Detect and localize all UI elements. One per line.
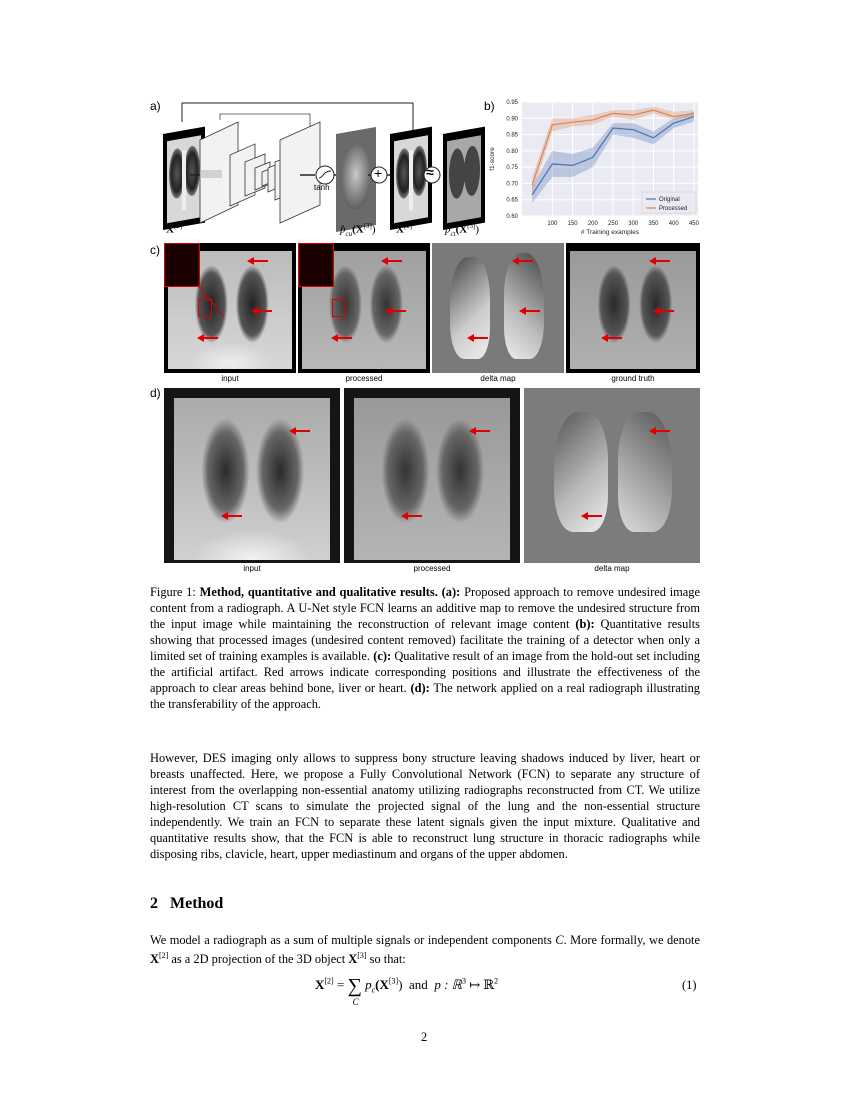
panel-d-label-processed: processed [413, 564, 451, 573]
section-heading: 2 Method [150, 895, 224, 912]
panel-c-label: c) [150, 243, 160, 257]
f1-score-chart [480, 96, 705, 240]
page-number: 2 [421, 1030, 428, 1044]
y-tick-label: 0.60 [506, 214, 518, 220]
panel-c-label-delta: delta map [480, 374, 516, 383]
approx-symbol: ≈ [426, 164, 434, 180]
y-tick-label: 0.80 [506, 148, 518, 155]
panel-c-input-image [164, 243, 296, 373]
x-tick-label: 100 [547, 221, 558, 227]
y-tick-label: 0.65 [506, 197, 518, 204]
panel-d-label: d) [150, 386, 161, 400]
panel-d-processed-image [344, 388, 520, 563]
panel-b-label: b) [484, 99, 495, 113]
legend-entry-original: Original [659, 197, 680, 203]
panel-c-processed-image [298, 243, 430, 373]
pct-label: $p_{ct}(X[3])$ [445, 222, 480, 238]
zoom-inset [164, 243, 200, 287]
legend-entry-processed: Processed [659, 206, 688, 212]
x-tick-label: 250 [608, 221, 619, 227]
y-tick-label: 0.85 [506, 132, 518, 139]
tanh-node [316, 166, 334, 184]
panel-d-label-input: input [243, 564, 261, 573]
panel-c-delta-map-image [432, 243, 564, 373]
y-tick-label: 0.90 [506, 116, 518, 123]
x-tick-label: 400 [668, 221, 679, 227]
plus-symbol: + [374, 165, 383, 181]
output-map-image [336, 127, 376, 232]
panel-c-label-ground-truth: ground truth [611, 374, 655, 383]
panel-d-input-image [164, 388, 340, 563]
figure-caption: Figure 1: Method, quantitative and qualitative results. (a): Proposed approach to remove undesired image content from a radiograph. A U-Net style FCN learns an additive map to remove the undesired structure from the input image while maintaining the reconstruction of relevant image content (b): Quantitative results showing that processed images (undesired content removed) facilitate the training of a detector when only a limited set of training examples is available. (c): Qualitative result of an image from the hold-out set including the artificial artifact. Red arrows indicate corresponding positions and illustrate the effectiveness of the approach to clear areas behind bone, liver or heart. (d): The network applied on a real radiograph illustrating the transferability of the approach. [150, 585, 701, 711]
tanh-label: tanh [314, 183, 330, 192]
y-axis-label: f1-score [489, 147, 496, 171]
x-tick-label: 350 [648, 221, 659, 227]
x-tick-label: 300 [628, 221, 639, 227]
panel-d-delta-map-image [524, 388, 700, 563]
equation-number: (1) [682, 978, 697, 992]
y-tick-label: 0.95 [506, 100, 518, 106]
panel-c-ground-truth-image [566, 243, 700, 373]
y-tick-label: 0.75 [506, 165, 518, 172]
panel-a-label: a) [150, 99, 161, 113]
blur-wedge [200, 170, 222, 178]
y-tick-label: 0.70 [506, 181, 518, 188]
x-tick-label: 150 [567, 221, 578, 227]
pcu-label: $p̂_{cu}(X[3])$ [340, 222, 376, 238]
input-radiograph [163, 127, 205, 230]
input-x2-label: X[2] [166, 222, 183, 236]
panel-c-label-processed: processed [345, 374, 383, 383]
x-tick-label: 450 [688, 221, 699, 227]
body-paragraph-1: However, DES imaging only allows to suppress bony structure leaving shadows induced by liver, heart or breasts unaffected. Here, we propose a Fully Convolutional Network (FCN) to separate any structure of interest from the overlapping non-essential anatomy utilizing radiographs reconstructed from CT. We utilize high-resolution CT scans to simulate the projected signal of the lung and the non-essential structure independently. We train an FCN to separate these latent signals given the input mixture. Qualitative and quantitative results show, that the FCN is able to reconstruct lung structure in thoracic radiographs while disposing ribs, clavicle, heart, upper mediastinum and organs of the upper abdomen. [150, 751, 700, 861]
x-axis-label: # Training examples [580, 229, 640, 236]
x2-label: X[2] [396, 222, 413, 236]
panel-c-label-input: input [221, 374, 239, 383]
equation-1: X[2] = ∑ C $p_c(X[3])$ and p : ℝ$^3$ ↦ ℝ$^2$ [315, 975, 499, 1007]
body-paragraph-2: We model a radiograph as a sum of multiple signals or independent components C. More formally, we denote X[2] as a 2D projection of the 3D object X[3] so that: [150, 933, 700, 967]
unet-diagram [160, 100, 490, 235]
target-radiograph [443, 127, 485, 230]
x-tick-label: 200 [587, 221, 598, 227]
panel-d-label-delta: delta map [594, 564, 630, 573]
